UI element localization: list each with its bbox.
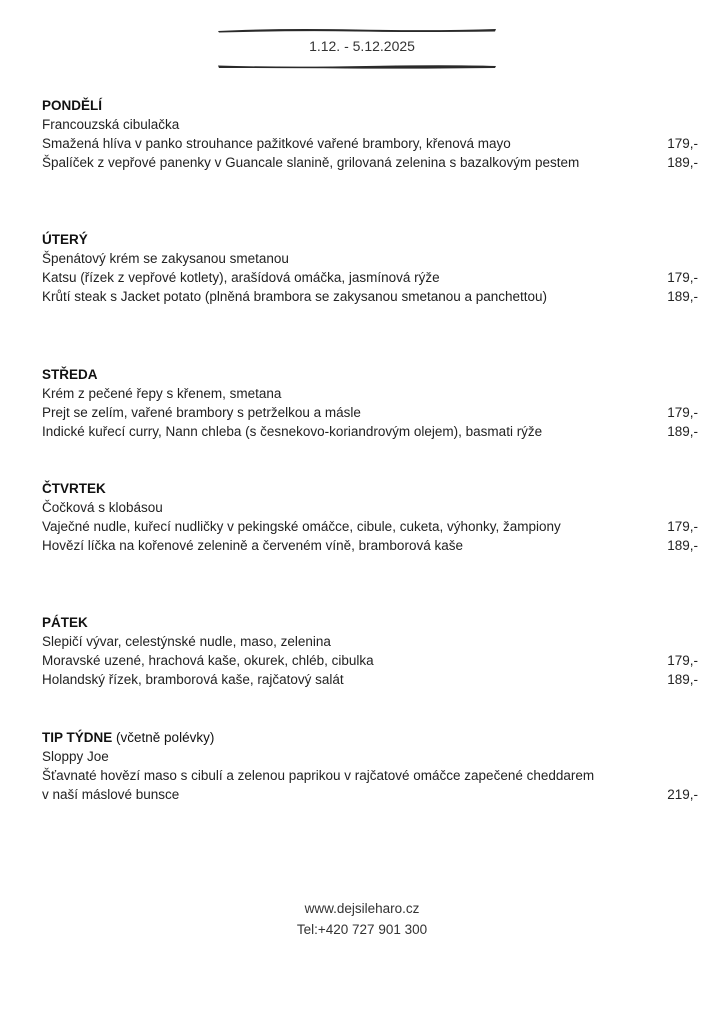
soup-item: Slepičí vývar, celestýnské nudle, maso, zelenina <box>42 634 331 649</box>
menu-item <box>42 403 702 422</box>
header-brush-line-bottom <box>216 62 498 70</box>
day-section-tuesday <box>42 230 702 306</box>
header-brush-line-top <box>216 26 498 34</box>
tip-dish-name: Sloppy Joe <box>42 749 109 764</box>
day-title: ÚTERÝ <box>42 232 88 247</box>
footer-contact <box>0 898 724 940</box>
day-title: PÁTEK <box>42 615 88 630</box>
dish-name: Moravské uzené, hrachová kaše, okurek, chléb, cibulka <box>42 653 374 668</box>
dish-price: 179,- <box>667 405 698 420</box>
soup-item: Špenátový krém se zakysanou smetanou <box>42 251 289 266</box>
day-section-friday <box>42 613 702 689</box>
dish-name: Špalíček z vepřové panenky v Guancale slanině, grilovaná zelenina s bazalkovým pestem <box>42 155 580 170</box>
dish-name: Katsu (řízek z vepřové kotlety), arašídová omáčka, jasmínová rýže <box>42 270 440 285</box>
menu-item <box>42 651 702 670</box>
tip-description-end: v naší máslové bunsce <box>42 787 180 802</box>
soup-item: Krém z pečené řepy s křenem, smetana <box>42 386 282 401</box>
menu-item <box>42 287 702 306</box>
tip-title-label: TIP TÝDNE <box>42 730 113 745</box>
dish-price: 189,- <box>667 155 698 170</box>
dish-name: Holandský řízek, bramborová kaše, rajčatový salát <box>42 672 344 687</box>
dish-price: 179,- <box>667 136 698 151</box>
phone-number: Tel:+420 727 901 300 <box>296 922 428 937</box>
dish-name: Krůtí steak s Jacket potato (plněná brambora se zakysanou smetanou a panchettou) <box>42 289 548 304</box>
tip-description-line <box>42 785 702 804</box>
dish-price: 189,- <box>667 538 698 553</box>
dish-price: 179,- <box>667 270 698 285</box>
tip-title <box>42 728 702 747</box>
menu-item <box>42 134 702 153</box>
menu-item <box>42 536 702 555</box>
menu-item <box>42 153 702 172</box>
dish-price: 189,- <box>667 289 698 304</box>
dish-name: Vaječné nudle, kuřecí nudličky v pekingské omáčce, cibule, cuketa, výhonky, žampiony <box>42 519 561 534</box>
menu-item <box>42 670 702 689</box>
dish-name: Prejt se zelím, vařené brambory s petrželkou a másle <box>42 405 361 420</box>
dish-price: 189,- <box>667 424 698 439</box>
tip-description-line: Šťavnaté hovězí maso s cibulí a zelenou paprikou v rajčatové omáčce zapečené cheddarem <box>42 768 595 783</box>
dish-price: 179,- <box>667 653 698 668</box>
tip-note: (včetně polévky) <box>116 730 215 745</box>
day-title: STŘEDA <box>42 367 98 382</box>
dish-name: Hovězí líčka na kořenové zelenině a červeném víně, bramborová kaše <box>42 538 463 553</box>
day-section-monday <box>42 96 702 172</box>
menu-item <box>42 268 702 287</box>
day-title: PONDĚLÍ <box>42 98 103 113</box>
dish-name: Smažená hlíva v panko strouhance pažitkové vařené brambory, křenová mayo <box>42 136 511 151</box>
dish-price: 179,- <box>667 519 698 534</box>
soup-item: Francouzská cibulačka <box>42 117 180 132</box>
menu-item <box>42 517 702 536</box>
day-section-wednesday <box>42 365 702 441</box>
date-range: 1.12. - 5.12.2025 <box>309 38 415 54</box>
dish-name: Indické kuřecí curry, Nann chleba (s česnekovo-koriandrovým olejem), basmati rýže <box>42 424 543 439</box>
day-section-thursday <box>42 479 702 555</box>
soup-item: Čočková s klobásou <box>42 500 163 515</box>
day-title: ČTVRTEK <box>42 481 106 496</box>
dish-price: 189,- <box>667 672 698 687</box>
tip-price: 219,- <box>667 787 698 802</box>
menu-item <box>42 422 702 441</box>
tip-of-week-section <box>42 728 702 804</box>
website-link[interactable]: www.dejsileharo.cz <box>304 901 420 916</box>
